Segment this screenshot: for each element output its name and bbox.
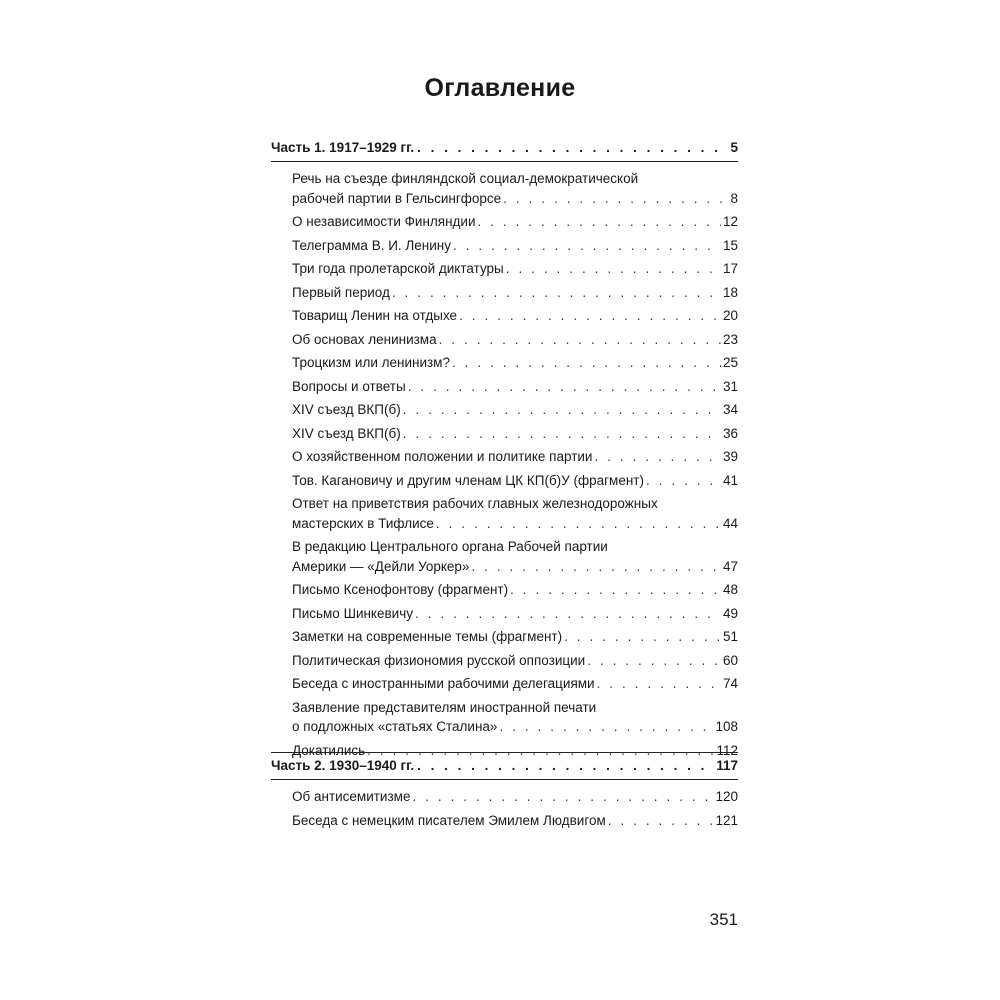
dot-leader <box>608 811 714 831</box>
toc-entry[interactable] <box>271 811 738 831</box>
toc-entry[interactable] <box>271 377 738 397</box>
toc-entry[interactable] <box>271 424 738 444</box>
toc-entry-title: Политическая физиономия русской оппозиции <box>292 652 586 668</box>
dot-leader <box>471 557 721 577</box>
toc-entry[interactable] <box>271 471 738 491</box>
toc-entry[interactable] <box>271 212 738 232</box>
toc-entry-title: Беседа с иностранными рабочими делегациями <box>292 676 595 691</box>
toc-entry-page: 25 <box>722 355 738 370</box>
toc-entry[interactable] <box>271 400 738 420</box>
toc-part <box>271 758 738 828</box>
toc-entry-page: 74 <box>722 676 738 691</box>
toc-part-page: 117 <box>716 758 738 773</box>
toc-entry[interactable] <box>271 604 738 624</box>
toc-entry[interactable] <box>271 651 738 671</box>
toc-entry[interactable] <box>271 494 738 533</box>
dot-leader <box>478 212 721 232</box>
toc-part-page: 5 <box>730 140 738 155</box>
toc-entry-page: 12 <box>722 214 738 229</box>
toc-entry-page: 39 <box>722 449 738 464</box>
toc-entry-title: О независимости Финляндии <box>292 214 476 229</box>
toc-entry[interactable] <box>271 306 738 326</box>
toc-entry-page: 51 <box>722 629 738 644</box>
toc-entry-title-line: Речь на съезде финляндской социал-демократической <box>292 171 639 186</box>
toc-entry-title: О хозяйственном положении и политике партии <box>292 449 593 464</box>
toc-entry-page: 48 <box>722 582 738 597</box>
toc-entry-page: 112 <box>716 742 738 758</box>
dot-leader <box>452 353 721 373</box>
toc-entry-title: Письмо Шинкевичу <box>292 605 413 621</box>
toc-entry-page: 31 <box>722 378 738 394</box>
toc-entry-title: Заметки на современные темы (фрагмент) <box>292 629 563 644</box>
page-number: 351 <box>709 910 738 929</box>
toc-entry[interactable] <box>271 169 738 208</box>
toc-entry[interactable] <box>271 627 738 647</box>
toc-entry-title: Беседа с немецким писателем Эмилем Людвигом <box>292 812 606 828</box>
toc-entry[interactable] <box>271 674 738 694</box>
toc-entry-list <box>271 787 738 834</box>
toc-entry-page: 17 <box>722 261 738 276</box>
toc-entry-title-line: Заявление представителям иностранной печати <box>292 699 597 715</box>
toc-entry-title: Америки — «Дейли Уоркер» <box>292 558 470 574</box>
toc-entry[interactable] <box>271 787 738 807</box>
toc-entry-page: 44 <box>722 515 738 531</box>
dot-leader <box>503 189 728 209</box>
toc-entry[interactable] <box>271 698 738 737</box>
dot-leader <box>587 651 721 671</box>
dot-leader <box>412 787 713 807</box>
toc-entry-title: Об антисемитизме <box>292 789 411 804</box>
toc-entry-title: Три года пролетарской диктатуры <box>292 261 504 276</box>
dot-leader <box>436 514 721 534</box>
toc-part <box>271 140 738 758</box>
toc-entry-page: 47 <box>722 558 738 574</box>
toc-entry[interactable] <box>271 283 738 303</box>
dot-leader <box>597 674 721 694</box>
section-divider <box>271 752 738 753</box>
toc-entry-title: Докатились <box>292 742 366 758</box>
toc-entry-title: рабочей партии в Гельсингфорсе <box>292 190 502 206</box>
toc-entry-title: Об основах ленинизма <box>292 331 437 347</box>
dot-leader <box>415 604 721 624</box>
toc-entry-title: Письмо Ксенофонтову (фрагмент) <box>292 582 509 597</box>
toc-entry-title: Телеграмма В. И. Ленину <box>292 237 451 253</box>
toc-entry-page: 20 <box>722 308 738 323</box>
toc-entry-title-line: Ответ на приветствия рабочих главных железнодорожных <box>292 496 658 511</box>
toc-entry-page: 121 <box>715 812 738 828</box>
section-divider <box>271 161 738 162</box>
toc-entry-page: 36 <box>722 425 738 441</box>
dot-leader <box>646 471 721 491</box>
toc-entry[interactable] <box>271 580 738 600</box>
toc-entry-page: 41 <box>722 472 738 488</box>
toc-entry-title: Первый период <box>292 284 390 300</box>
dot-leader <box>506 259 721 279</box>
page-title: Оглавление <box>424 74 576 102</box>
toc-entry[interactable] <box>271 353 738 373</box>
toc-entry[interactable] <box>271 330 738 350</box>
toc-entry-title-line: В редакцию Центрального органа Рабочей партии <box>292 539 608 554</box>
dot-leader <box>417 140 727 155</box>
toc-entry-title: XIV съезд ВКП(б) <box>292 425 401 441</box>
toc-entry-page: 18 <box>722 284 738 300</box>
toc-entry[interactable] <box>271 537 738 576</box>
toc-entry[interactable] <box>271 236 738 256</box>
toc-entry-title: Вопросы и ответы <box>292 378 406 394</box>
dot-leader <box>392 283 721 303</box>
toc-entry-page: 120 <box>715 789 738 804</box>
dot-leader <box>439 330 721 350</box>
dot-leader <box>594 447 721 467</box>
toc-entry-page: 34 <box>722 402 738 417</box>
toc-entry[interactable] <box>271 259 738 279</box>
toc-entry-page: 23 <box>722 331 738 347</box>
section-divider <box>271 779 738 780</box>
dot-leader <box>408 377 721 397</box>
toc-part-label: Часть 2. 1930–1940 гг. <box>271 758 415 773</box>
toc-entry[interactable] <box>271 447 738 467</box>
dot-leader <box>403 424 721 444</box>
dot-leader <box>564 627 721 647</box>
dot-leader <box>417 758 713 773</box>
toc-entry-title: Троцкизм или ленинизм? <box>292 355 450 370</box>
toc-entry-page: 8 <box>730 190 738 206</box>
toc-entry-page: 49 <box>722 605 738 621</box>
dot-leader <box>510 580 721 600</box>
toc-entry-title: мастерских в Тифлисе <box>292 515 434 531</box>
dot-leader <box>453 236 721 256</box>
dot-leader <box>499 717 713 737</box>
dot-leader <box>403 400 721 420</box>
toc-entry-title: Товарищ Ленин на отдыхе <box>292 308 458 323</box>
toc-part-label: Часть 1. 1917–1929 гг. <box>271 140 415 155</box>
toc-entry-page: 60 <box>722 652 738 668</box>
toc-entry-list <box>271 169 738 764</box>
toc-entry-page: 15 <box>722 237 738 253</box>
toc-entry-title: XIV съезд ВКП(б) <box>292 402 401 417</box>
toc-entry-title: Тов. Кагановичу и другим членам ЦК КП(б)У (фрагмент) <box>292 472 644 488</box>
dot-leader <box>459 306 721 326</box>
toc-entry-page: 108 <box>715 719 738 734</box>
toc-entry-title: о подложных «статьях Сталина» <box>292 719 498 734</box>
